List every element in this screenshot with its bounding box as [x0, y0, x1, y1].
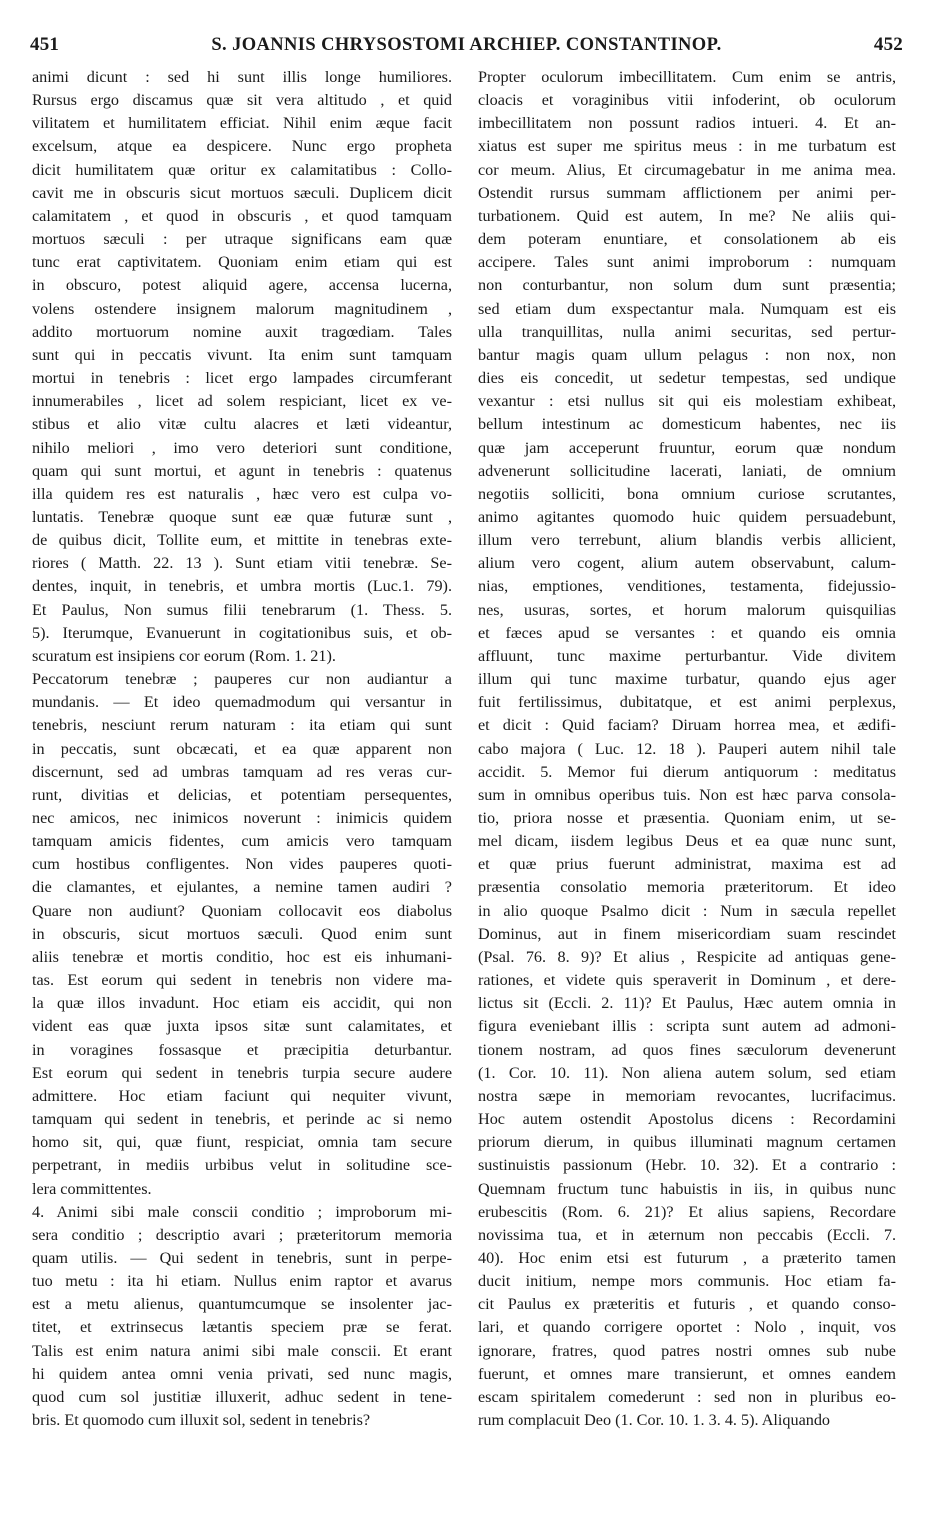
- text-line: imbecillitatem non possunt radios intueri. 4. Et an-: [478, 114, 896, 133]
- text-line: addito mortuorum nomine auxit tragœdiam. Tales: [32, 322, 452, 341]
- text-line: fuit fertilissimus, dubitatque, et est animi perplexus,: [478, 693, 896, 712]
- text-line: hi quidem antea omni venia privati, sed nunc magis,: [32, 1364, 452, 1383]
- text-line: Quemnam fructum tunc habuistis in iis, in quibus nunc: [478, 1179, 896, 1198]
- text-line: mortuos sæculi : per utraque significans eam quæ: [32, 230, 452, 249]
- text-line: erubescitis (Rom. 6. 21)? Et alius sapiens, Recordare: [478, 1202, 896, 1221]
- text-line: mortui in tenebris : licet ergo lampades circumferant: [32, 369, 452, 388]
- text-line: cabo majora ( Luc. 12. 18 ). Pauperi autem nihil tale: [478, 739, 896, 758]
- text-line: Et Paulus, Non sumus filii tenebrarum (1. Thess. 5.: [32, 600, 452, 619]
- text-line: tenebris, nesciunt rerum naturam : ita etiam qui sunt: [32, 716, 452, 735]
- text-line: titet, et extrinsecus lætantis speciem præ se ferat.: [32, 1318, 452, 1337]
- text-line: sera conditio ; descriptio avari ; præteritorum memoria: [32, 1225, 452, 1244]
- text-line: 40). Hoc enim etsi est futurum , a præterito tamen: [478, 1248, 896, 1267]
- text-line: tas. Est eorum qui sedent in tenebris non videre ma-: [32, 971, 452, 990]
- text-line: cit Paulus ex præteritis et futuris , et quando conso-: [478, 1295, 896, 1314]
- right-page-number: 452: [873, 34, 903, 55]
- text-line: 5). Iterumque, Evanuerunt in cogitationibus suis, et ob-: [32, 623, 452, 642]
- text-line: et dicit : Quid faciam? Diruam horrea mea, et ædifi-: [478, 716, 896, 735]
- text-line: illum qui tunc maxime turbatur, quando ejus ager: [478, 670, 896, 689]
- text-line: homo sit, qui, quæ fiunt, respiciat, omnia tam secure: [32, 1133, 452, 1152]
- text-line: in obscuris, sicut mortuos sæculi. Quod enim sunt: [32, 924, 452, 943]
- text-line: nias, emptiones, venditiones, testamenta, fidejussio-: [478, 577, 896, 596]
- text-line: fuerunt, et omnes mare transierunt, et omnes eandem: [478, 1364, 896, 1383]
- text-line: illum vero terrebunt, alium blandis verbis allicient,: [478, 531, 896, 550]
- text-line: Talis est enim natura animi sibi male conscii. Et erant: [32, 1341, 452, 1360]
- text-line: Peccatorum tenebræ ; pauperes cur non audiantur a: [32, 670, 452, 689]
- text-line: rationes, et videte quis speraverit in Dominum , et dere-: [478, 971, 896, 990]
- running-title: S. JOANNIS CHRYSOSTOMI ARCHIEP. CONSTANTINOP.: [211, 35, 722, 55]
- text-line: cavit me in obscuris sicut mortuos sæculi. Duplicem dicit: [32, 183, 452, 202]
- text-line: ignorare, fratres, quod patres nostri omnes sub nube: [478, 1341, 896, 1360]
- text-line: alium vero cogent, alium autem observabunt, calum-: [478, 554, 896, 573]
- text-line: est a metu alienus, quantumcumque se insolenter jac-: [32, 1295, 452, 1314]
- text-line: animi dicunt : sed hi sunt illis longe humiliores.: [32, 68, 452, 86]
- text-line: cloacis et voraginibus vitii infoderint, ob oculorum: [478, 91, 896, 110]
- text-line: tionem nostram, ad quos fines sæculorum devenerunt: [478, 1040, 896, 1059]
- text-line: affluunt, tunc maxime perturbantur. Vide divitem: [478, 646, 896, 665]
- text-line: in voragines fossasque et præcipitia deturbantur.: [32, 1040, 452, 1059]
- text-line: ducit initium, nempe mors communis. Hoc etiam fa-: [478, 1272, 896, 1291]
- text-line: turbationem. Quid est autem, In me? Ne aliis qui-: [478, 206, 896, 225]
- text-line: sum in omnibus operibus tuis. Non est hæc parva consola-: [478, 785, 896, 804]
- text-line: volens ostendere insignem malorum magnitudinem ,: [32, 299, 452, 318]
- text-line: accidit. 5. Memor fui dierum antiquorum : meditatus: [478, 762, 896, 781]
- left-page-number: 451: [30, 34, 60, 55]
- page-header: [30, 34, 903, 64]
- text-line: bellum intestinum ac domesticum habentes, nec iis: [478, 415, 896, 434]
- text-line: Est eorum qui sedent in tenebris turpia secure audere: [32, 1063, 452, 1082]
- text-line: perpetrant, in mediis urbibus velut in solitudine sce-: [32, 1156, 452, 1175]
- text-line: sunt qui in peccatis vivunt. Ita enim sunt tamquam: [32, 345, 452, 364]
- text-line: runt, divitias et delicias, et potentiam persequentes,: [32, 785, 452, 804]
- text-line: aliis tenebræ et mortis conditio, hoc est eis inhumani-: [32, 947, 452, 966]
- text-line: Hoc autem ostendit Apostolus dicens : Recordamini: [478, 1110, 896, 1129]
- text-line: tio, priora nosse et præsentia. Quoniam enim, ut se-: [478, 809, 896, 827]
- text-line: nihilo meliori , imo vero deteriori sunt conditione,: [32, 438, 452, 457]
- text-line: et fæces apud se versantes : et quando eis omnia: [478, 623, 896, 642]
- text-line: dem poteram enuntiare, et consolationem ab eis: [478, 230, 896, 249]
- text-line: vilitatem et humilitatem efficiat. Nihil enim æque facit: [32, 114, 452, 133]
- text-line: novissima tua, et in æternum non peccabis (Eccli. 7.: [478, 1225, 896, 1244]
- text-line: lera committentes.: [32, 1179, 152, 1198]
- text-line: stibus et alio vitæ cultu alacres et læti videantur,: [32, 415, 452, 434]
- text-line: cum hostibus confligentes. Non vides pauperes quoti-: [32, 855, 452, 874]
- text-line: sed etiam dum exspectantur mala. Numquam est eis: [478, 299, 896, 318]
- text-line: illa quidem res est naturalis , hæc vero est culpa vo-: [32, 484, 452, 503]
- text-line: in peccatis, sunt obcæcati, et ea quæ apparent non: [32, 739, 452, 758]
- text-line: die clamantes, et ejulantes, a nemine tamen audiri ?: [32, 878, 452, 897]
- text-line: riores ( Matth. 22. 13 ). Sunt etiam vitii tenebræ. Se-: [32, 554, 452, 573]
- text-line: Ostendit rursus summam afflictionem per animi per-: [478, 183, 896, 202]
- text-line: lari, et quando corrigere oportet : Nolo , inquit, vos: [478, 1318, 896, 1337]
- text-line: quod cum sol justitiæ illuxerit, adhuc sedent in tene-: [32, 1387, 452, 1406]
- left-column: [32, 66, 452, 1432]
- text-line: tunc erat captivitatem. Quoniam enim etiam qui est: [32, 253, 452, 272]
- text-line: Rursus ergo discamus quæ sit vera altitudo , et quid: [32, 91, 452, 110]
- text-line: non conturbantur, non solum dum sunt præsentia;: [478, 276, 896, 295]
- text-line: et quæ prius fuerunt administrat, maxima est ad: [478, 855, 896, 874]
- text-line: nes, usuras, sortes, et horum malorum quisquilias: [478, 600, 896, 619]
- text-line: negotiis solliciti, bona omnium curiose scrutantes,: [478, 484, 896, 503]
- text-line: præsentia consolatio memoria præteritorum. Et ideo: [478, 878, 896, 897]
- text-line: priorum dierum, in quibus illuminati magnum certamen: [478, 1133, 896, 1152]
- text-line: bantur magis quam ullum pelagus : non nox, non: [478, 345, 896, 364]
- text-line: (1. Cor. 10. 11). Non aliena autem solum, sed etiam: [478, 1063, 896, 1082]
- text-line: figura eveniebant illis : scripta sunt autem ad admoni-: [478, 1017, 896, 1036]
- text-line: dicit humilitatem quæ oritur ex calamitatibus : Collo-: [32, 160, 452, 179]
- text-line: rum complacuit Deo (1. Cor. 10. 1. 3. 4. 5). Aliquando: [478, 1411, 831, 1430]
- text-line: Propter oculorum imbecillitatem. Cum enim se antris,: [478, 68, 896, 86]
- text-line: xiatus est super me spiritus meus : in me turbatum est: [478, 137, 896, 156]
- text-line: luntatis. Tenebræ quoque sunt eæ quæ futuræ sunt ,: [32, 507, 452, 526]
- text-line: discernunt, sed ad umbras tamquam ad res veras cur-: [32, 762, 452, 781]
- text-line: ulla tranquillitas, nulla animi securitas, sed pertur-: [478, 322, 896, 341]
- text-line: animo agitantes quomodo huic quidem persuadebunt,: [478, 507, 896, 526]
- text-line: mel dicam, iisdem legibus Deus et ea quæ nunc sunt,: [478, 832, 896, 851]
- text-line: de quibus dicit, Tollite eum, et mittite in tenebras exte-: [32, 531, 452, 550]
- text-line: la quæ illos invadunt. Hoc etiam eis accidit, qui non: [32, 994, 452, 1013]
- text-line: scuratum est insipiens cor eorum (Rom. 1. 21).: [32, 646, 336, 665]
- text-line: sustinuistis passionum (Hebr. 10. 32). Et a contrario :: [478, 1156, 896, 1175]
- text-line: quam utilis. — Qui sedent in tenebris, sunt in perpe-: [32, 1248, 452, 1267]
- right-column: [478, 66, 896, 1432]
- text-line: admittere. Hoc etiam faciunt qui nequiter vivunt,: [32, 1086, 452, 1105]
- text-line: accipere. Tales sunt animi improborum : numquam: [478, 253, 896, 272]
- text-line: vident eas quæ juxta ipsos sitæ sunt calamitates, et: [32, 1017, 452, 1036]
- text-line: innumerabiles , licet ad solem respiciant, licet ex ve-: [32, 392, 452, 411]
- text-line: bris. Et quomodo cum illuxit sol, sedent in tenebris?: [32, 1411, 371, 1430]
- text-line: quæ jam acceperunt fruuntur, eorum quæ nondum: [478, 438, 896, 457]
- text-line: escam spiritalem comederunt : sed non in pluribus eo-: [478, 1387, 896, 1406]
- text-line: (Psal. 76. 8. 9)? Et alius , Respicite ad antiquas gene-: [478, 947, 896, 966]
- text-line: in alio quoque Psalmo dicit : Num in sæcula repellet: [478, 901, 896, 920]
- text-line: vexantur : etsi nullus sit qui eis molestiam exhibeat,: [478, 392, 896, 411]
- text-line: quam qui sunt mortui, et agunt in tenebris : quatenus: [32, 461, 452, 480]
- text-line: dies eis concedit, ut sedetur tempestas, sed undique: [478, 369, 896, 388]
- text-line: calamitatem , et quod in obscuris , et quod tamquam: [32, 206, 452, 225]
- text-line: excelsum, atque ea despicere. Nunc ergo propheta: [32, 137, 452, 156]
- text-line: tamquam qui sedent in tenebris, et perinde ac si nemo: [32, 1110, 452, 1129]
- text-line: Dominus, aut in finem misericordiam suam rescindet: [478, 924, 896, 943]
- text-line: dentes, inquit, in tenebris, et umbra mortis (Luc.1. 79).: [32, 577, 452, 596]
- text-line: nec amicos, nec inimicos noverunt : inimicis quidem: [32, 809, 452, 827]
- text-line: tamquam amicis fidentes, cum amicis vero tamquam: [32, 832, 452, 851]
- text-line: cor meum. Alius, Et circumagebatur in me anima mea.: [478, 160, 896, 179]
- text-line: lictus sit (Eccli. 2. 11)? Et Paulus, Hæc autem omnia in: [478, 994, 896, 1013]
- text-line: Quare non audiunt? Quoniam collocavit eos diabolus: [32, 901, 452, 920]
- text-line: nostra sæpe in memoriam revocantes, lucrifacimus.: [478, 1086, 896, 1105]
- text-line: tuo metu : ita hi etiam. Nullus enim raptor et avarus: [32, 1272, 452, 1291]
- text-line: mundanis. — Et ideo quemadmodum qui versantur in: [32, 693, 452, 712]
- text-line: 4. Animi sibi male conscii conditio ; improborum mi-: [32, 1202, 452, 1221]
- text-line: advenerunt sollicitudine lacerati, laniati, de omnium: [478, 461, 896, 480]
- text-line: in obscuro, potest aliquid agere, accensa lucerna,: [32, 276, 452, 295]
